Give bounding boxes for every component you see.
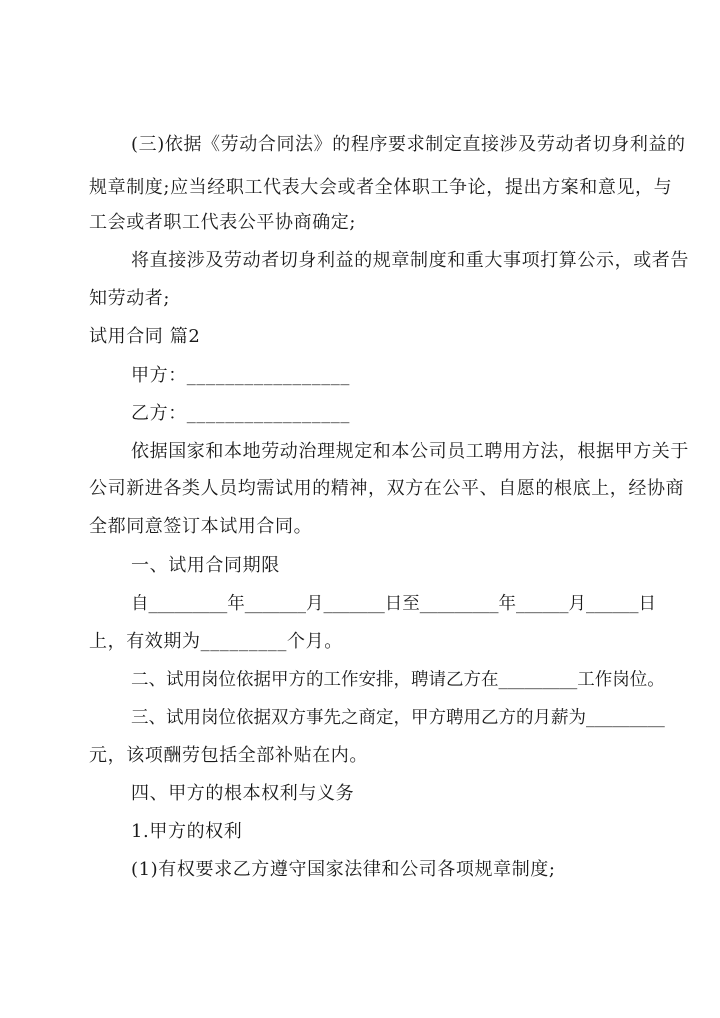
- intro-line-1: 依据国家和本地劳动治理规定和本公司员工聘用方法，根据甲方关于: [131, 441, 689, 462]
- paragraph-disclosure-line-2: 知劳动者;: [89, 288, 171, 309]
- paragraph-3-line-1: (三)依据《劳动合同法》的程序要求制定直接涉及劳动者切身利益的: [131, 134, 686, 155]
- clause-3-line-2: 元，该项酬劳包括全部补贴在内。: [89, 745, 368, 766]
- clause-4-subheading: 1.甲方的权利: [131, 821, 243, 842]
- paragraph-3-line-3: 工会或者职工代表公平协商确定;: [89, 212, 357, 233]
- paragraph-3-line-2: 规章制度;应当经职工代表大会或者全体职工争论，提出方案和意见，与: [89, 177, 673, 198]
- clause-1-line-1: 自_________年_______月_______日至_________年______月______日: [131, 594, 656, 614]
- intro-line-2: 公司新进各类人员均需试用的精神，双方在公平、自愿的根底上，经协商: [89, 478, 685, 499]
- clause-2: 二、试用岗位依据甲方的工作安排，聘请乙方在_________工作岗位。: [131, 670, 665, 690]
- clause-3-line-1: 三、试用岗位依据双方事先之商定，甲方聘用乙方的月薪为_________: [131, 708, 665, 728]
- party-a-line: 甲方：_________________: [131, 365, 350, 386]
- clause-4-item-1: (1)有权要求乙方遵守国家法律和公司各项规章制度;: [131, 859, 556, 880]
- clause-4-heading: 四、甲方的根本权利与义务: [131, 783, 355, 804]
- clause-1-line-2: 上，有效期为_________个月。: [89, 631, 343, 652]
- intro-line-3: 全都同意签订本试用合同。: [89, 516, 313, 537]
- clause-1-heading: 一、试用合同期限: [131, 555, 280, 576]
- section-heading: 试用合同 篇2: [89, 326, 201, 347]
- party-b-line: 乙方：_________________: [131, 403, 350, 424]
- paragraph-disclosure-line-1: 将直接涉及劳动者切身利益的规章制度和重大事项打算公示，或者告: [131, 250, 689, 271]
